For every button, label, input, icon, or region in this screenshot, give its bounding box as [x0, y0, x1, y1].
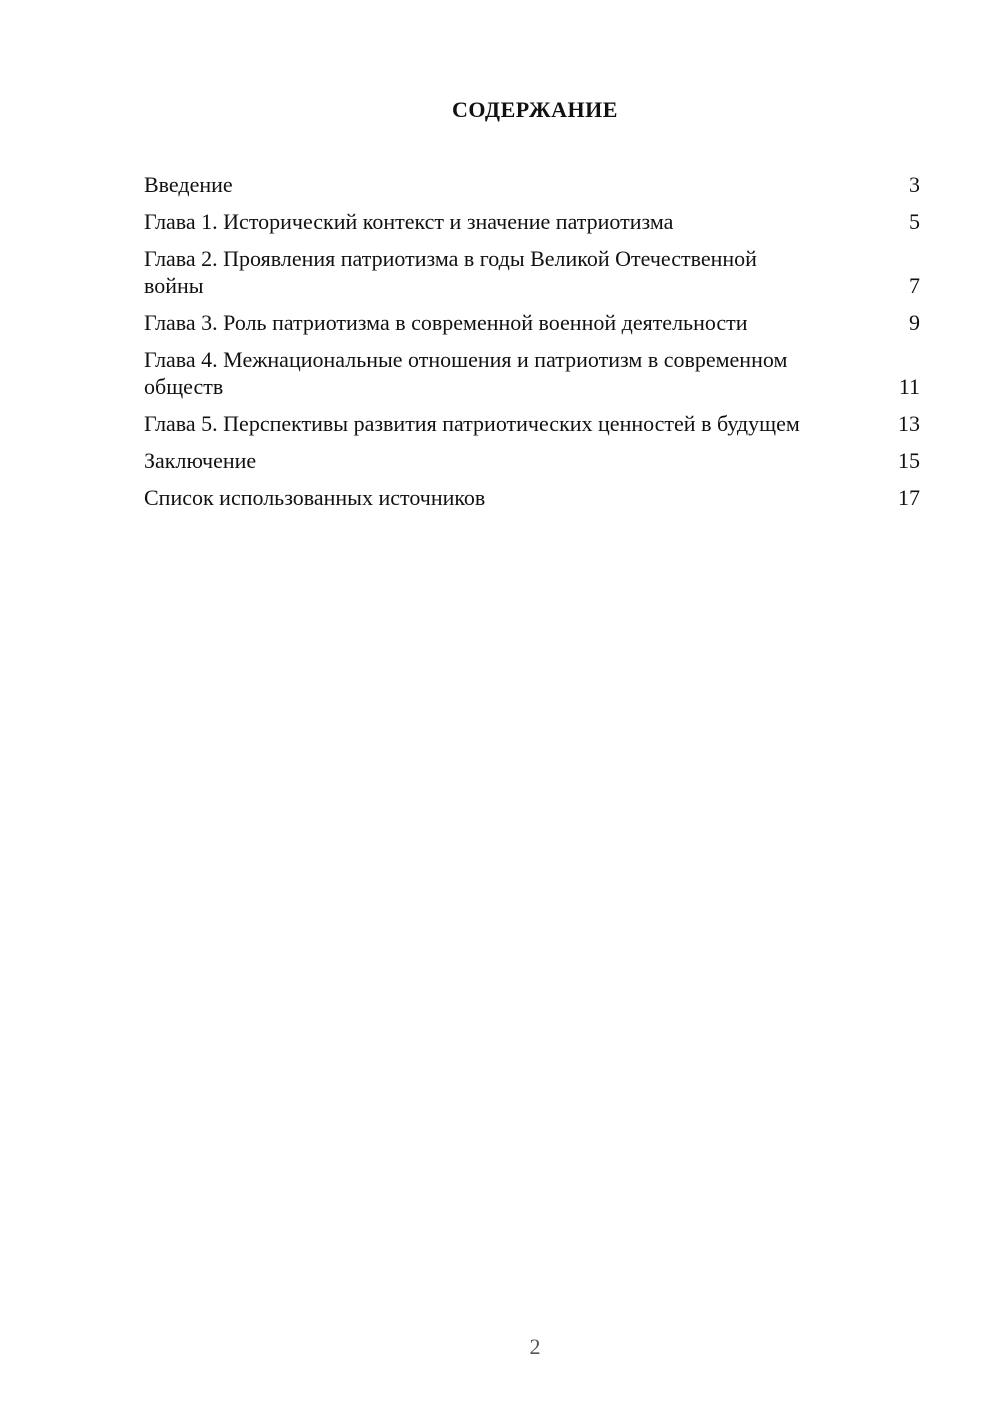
toc-entry-text: Заключение	[144, 448, 257, 473]
toc-entry-page: 9	[909, 310, 920, 335]
toc-entry-text: Глава 1. Исторический контекст и значение патриотизма	[144, 209, 674, 234]
toc-entry-page: 13	[898, 411, 920, 436]
toc-entry-page: 11	[898, 374, 920, 399]
toc-entry-references[interactable]	[144, 484, 920, 511]
toc-entry-text: Введение	[144, 172, 233, 197]
toc-entry-page: 7	[909, 273, 920, 298]
toc-entry-page: 17	[898, 485, 920, 510]
toc-entry-page: 3	[909, 172, 920, 197]
toc-entry-page: 5	[909, 209, 920, 234]
toc-entry-chapter-1[interactable]	[144, 208, 920, 235]
table-of-contents	[144, 171, 920, 521]
toc-entry-text: Глава 5. Перспективы развития патриотических ценностей в будущем	[144, 411, 800, 436]
toc-entry-chapter-4[interactable]	[144, 346, 920, 400]
toc-entry-chapter-2[interactable]	[144, 245, 920, 299]
toc-title: СОДЕРЖАНИЕ	[452, 97, 618, 122]
toc-entry-text: Глава 2. Проявления патриотизма в годы Великой Отечественной войны	[144, 246, 757, 298]
toc-entry-text: Глава 4. Межнациональные отношения и патриотизм в современном обществ	[144, 347, 788, 399]
page-number: 2	[529, 1334, 541, 1359]
toc-entry-introduction[interactable]	[144, 171, 920, 198]
toc-entry-text: Глава 3. Роль патриотизма в современной военной деятельности	[144, 310, 748, 335]
toc-entry-conclusion[interactable]	[144, 447, 920, 474]
toc-entry-chapter-5[interactable]	[144, 410, 920, 437]
toc-entry-page: 15	[898, 448, 920, 473]
toc-entry-text: Список использованных источников	[144, 485, 486, 510]
toc-entry-chapter-3[interactable]	[144, 309, 920, 336]
